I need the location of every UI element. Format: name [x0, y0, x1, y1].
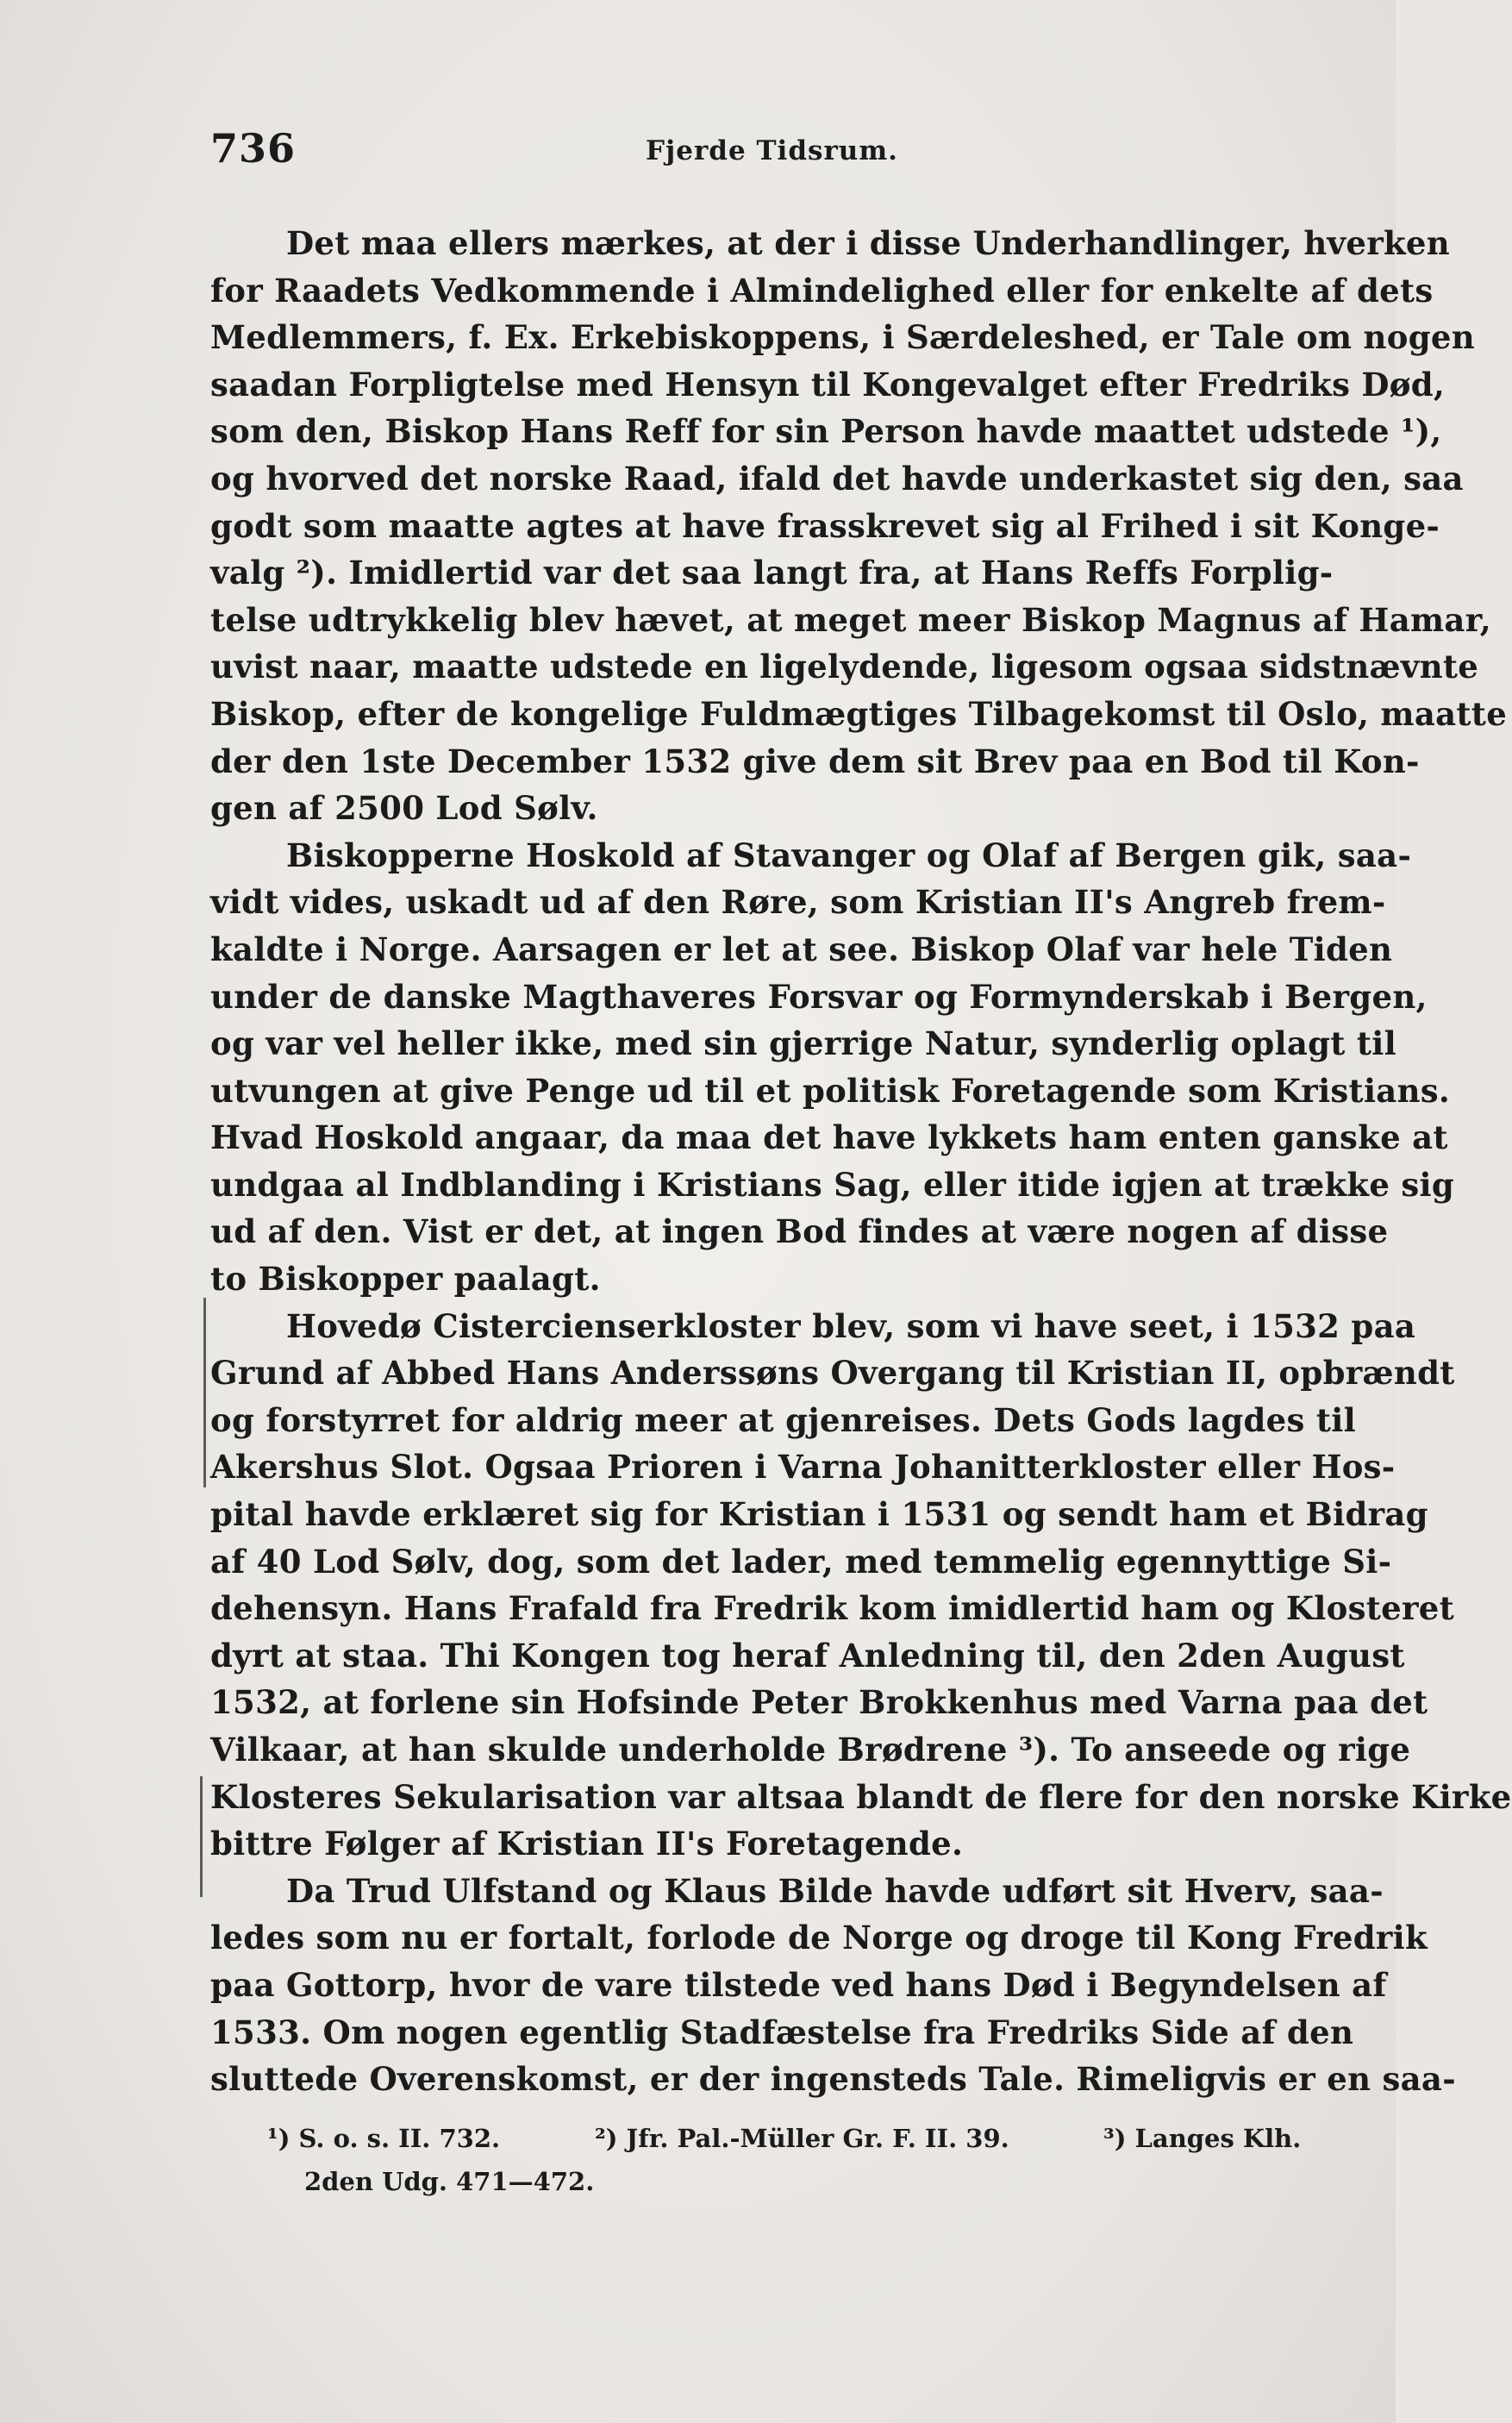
text-line: og forstyrret for aldrig meer at gjenreises. Dets Gods lagdes til — [210, 1400, 1356, 1439]
text-line: Hovedø Cistercienserkloster blev, som vi have seet, i 1532 paa — [286, 1306, 1416, 1345]
text-line: kaldte i Norge. Aarsagen er let at see. Biskop Olaf var hele Tiden — [210, 930, 1393, 968]
text-line: saadan Forpligtelse med Hensyn til Kongevalget efter Fredriks Død, — [210, 365, 1446, 404]
text-line: som den, Biskop Hans Reff for sin Person havde maattet udstede ¹), — [210, 412, 1442, 451]
text-line: Hvad Hoskold angaar, da maa det have lykkets ham enten ganske at — [210, 1118, 1448, 1157]
paragraph — [210, 832, 1455, 1303]
footnote-line — [267, 2117, 1322, 2160]
text-line: Grund af Abbed Hans Anderssøns Overgang til Kristian II, opbrændt — [210, 1354, 1455, 1393]
text-line: Vilkaar, at han skulde underholde Brødrene ³). To anseede og rige — [210, 1731, 1411, 1769]
text-line: for Raadets Vedkommende i Almindelighed eller for enkelte af dets — [210, 271, 1434, 310]
running-head: Fjerde Tidsrum. — [646, 135, 898, 166]
text-line: utvungen at give Penge ud til et politisk Foretagende som Kristians. — [210, 1071, 1451, 1110]
margin-pencil-mark — [200, 1776, 203, 1897]
paragraph — [210, 1303, 1512, 1868]
text-line: Da Trud Ulfstand og Klaus Bilde havde udført sit Hverv, saa- — [286, 1871, 1384, 1910]
text-line: Medlemmers, f. Ex. Erkebiskoppens, i Særdeleshed, er Tale om nogen — [210, 318, 1475, 357]
footnote-1: ¹) S. o. s. II. 732. — [267, 2124, 501, 2153]
text-line: vidt vides, uskadt ud af den Røre, som Kristian II's Angreb frem- — [210, 883, 1386, 922]
footnote-2: ²) Jfr. Pal.-Müller Gr. F. II. 39. — [595, 2124, 1009, 2153]
text-line: telse udtrykkelig blev hævet, at meget meer Biskop Magnus af Hamar, — [210, 600, 1491, 639]
text-line: Klosteres Sekularisation var altsaa blandt de flere for den norske Kirke — [210, 1777, 1512, 1816]
text-line: Biskopperne Hoskold af Stavanger og Olaf af Bergen gik, saa- — [286, 836, 1412, 874]
page-number: 736 — [210, 125, 297, 172]
footnote-3: ³) Langes Klh. — [1103, 2124, 1302, 2153]
text-line: 1532, at forlene sin Hofsinde Peter Brokkenhus med Varna paa det — [210, 1683, 1428, 1722]
paragraph — [210, 1868, 1456, 2103]
text-line: der den 1ste December 1532 give dem sit Brev paa en Bod til Kon- — [210, 742, 1420, 780]
text-line: to Biskopper paalagt. — [210, 1260, 601, 1299]
text-line: valg ²). Imidlertid var det saa langt fra, at Hans Reffs Forplig- — [210, 554, 1334, 592]
text-line: Biskop, efter de kongelige Fuldmægtiges Tilbagekomst til Oslo, maatte — [210, 694, 1508, 733]
text-line: dehensyn. Hans Frafald fra Fredrik kom imidlertid ham og Klosteret — [210, 1589, 1455, 1628]
text-line: af 40 Lod Sølv, dog, som det lader, med temmelig egennyttige Si- — [210, 1542, 1392, 1581]
text-line: bittre Følger af Kristian II's Foretagende. — [210, 1825, 964, 1863]
text-line: og hvorved det norske Raad, ifald det havde underkastet sig den, saa — [210, 459, 1464, 498]
margin-pencil-mark — [203, 1298, 206, 1487]
text-line: 1533. Om nogen egentlig Stadfæstelse fra Fredriks Side af den — [210, 2013, 1354, 2051]
text-line: uvist naar, maatte udstede en ligelydende, ligesom ogsaa sidstnævnte — [210, 648, 1479, 686]
text-line: og var vel heller ikke, med sin gjerrige Natur, synderlig oplagt til — [210, 1024, 1396, 1063]
text-line: ud af den. Vist er det, at ingen Bod findes at være nogen af disse — [210, 1212, 1389, 1251]
footnote-3-continuation: 2den Udg. 471—472. — [304, 2167, 595, 2196]
text-line: undgaa al Indblanding i Kristians Sag, eller itide igjen at trække sig — [210, 1165, 1455, 1204]
text-line: gen af 2500 Lod Sølv. — [210, 789, 598, 828]
text-line: under de danske Magthaveres Forsvar og Formynderskab i Bergen, — [210, 977, 1428, 1016]
text-line: godt som maatte agtes at have frasskrevet sig al Frihed i sit Konge- — [210, 506, 1440, 545]
text-line: pital havde erklæret sig for Kristian i 1531 og sendt ham et Bidrag — [210, 1495, 1428, 1534]
text-line: Akershus Slot. Ogsaa Prioren i Varna Johanitterkloster eller Hos- — [210, 1448, 1396, 1487]
text-line: sluttede Overenskomst, er der ingensteds Tale. Rimeligvis er en saa- — [210, 2060, 1456, 2099]
footnotes — [267, 2117, 1322, 2203]
page-header — [210, 125, 1322, 177]
text-line: dyrt at staa. Thi Kongen tog heraf Anledning til, den 2den August — [210, 1636, 1405, 1675]
paragraph — [210, 220, 1508, 832]
text-line: Det maa ellers mærkes, at der i disse Underhandlinger, hverken — [286, 224, 1450, 262]
text-line: paa Gottorp, hvor de vare tilstede ved hans Død i Begyndelsen af — [210, 1965, 1387, 2004]
body-text — [210, 220, 1512, 2103]
text-line: ledes som nu er fortalt, forlode de Norge og droge til Kong Fredrik — [210, 1919, 1428, 1957]
